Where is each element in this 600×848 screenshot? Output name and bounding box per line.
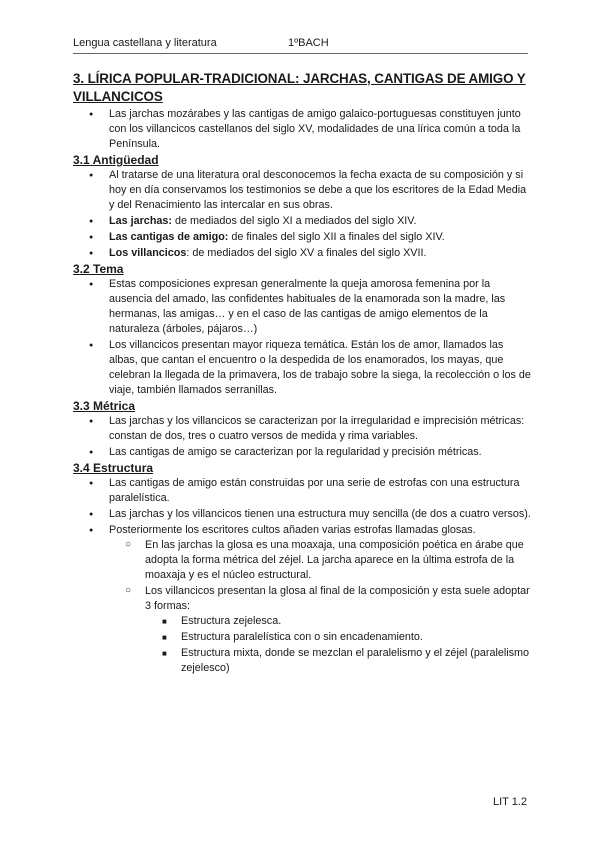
form-item: ■ Estructura paralelística con o sin encadenamiento.	[145, 630, 533, 645]
term-cantigas-text: de finales del siglo XII a finales del siglo XIV.	[228, 231, 445, 243]
term-cantigas: Las cantigas de amigo:	[109, 231, 229, 243]
estructura-list	[73, 476, 533, 676]
list-item	[73, 246, 533, 261]
page-header	[73, 37, 528, 54]
heading-estructura: 3.4 Estructura	[73, 461, 154, 475]
form-item: ■ Estructura zejelesca.	[145, 614, 533, 629]
list-item	[73, 523, 533, 676]
villancicos-glosa-text: Los villancicos presentan la glosa al final de la composición y esta suele adoptar 3 formas:	[145, 585, 530, 612]
term-jarchas: Las jarchas:	[109, 215, 173, 227]
metrica-list	[73, 414, 533, 460]
term-jarchas-text: de mediados del siglo XI a mediados del siglo XIV.	[172, 215, 417, 227]
header-subject: Lengua castellana y literatura	[73, 37, 217, 49]
document-body	[73, 70, 533, 677]
list-item: ● Estas composiciones expresan generalmente la queja amorosa femenina por la ausencia del amado, las confidentes habituales de la enamorada son la madre, las hermanas, las amigas… y en el caso de las cantigas de amigo elementos de la naturaleza (árboles, pájaros…)	[73, 277, 533, 337]
intro-list	[73, 107, 533, 152]
list-item: ● Las cantigas de amigo están construidas por una serie de estrofas con una estructura paralelística.	[73, 476, 533, 506]
glosas-sublist	[109, 538, 533, 676]
sublist-item: ○ En las jarchas la glosa es una moaxaja, una composición poética en árabe que adopta la forma métrica del zéjel. La jarcha aparece en la última estrofa de la moaxaja y es el núcleo estructural.	[109, 538, 533, 583]
list-item: ● Las jarchas mozárabes y las cantigas de amigo galaico-portuguesas constituyen junto con los villancicos castellanos del siglo XV, modalidades de una lírica común a toda la Península.	[73, 107, 533, 152]
form-item: ■ Estructura mixta, donde se mezclan el paralelismo y el zéjel (paralelismo zejelesco)	[145, 646, 533, 676]
list-item	[73, 230, 533, 245]
term-villancicos: Los villancicos	[109, 247, 187, 259]
tema-list	[73, 277, 533, 398]
page-footer: LIT 1.2	[492, 796, 527, 808]
antiguedad-list	[73, 168, 533, 261]
glosas-text: Posteriormente los escritores cultos añaden varias estrofas llamadas glosas.	[109, 524, 476, 536]
list-item: ● Las cantigas de amigo se caracterizan por la regularidad y precisión métricas.	[73, 445, 533, 460]
forms-list	[145, 614, 533, 676]
list-item: ● Los villancicos presentan mayor riqueza temática. Están los de amor, llamados las albas, que cantan el encuentro o la despedida de los enamorados, los mayas, que celebran la llegada de la primavera, los de trabajo sobre la siega, la recolección o los de viaje, también llamados serranillas.	[73, 338, 533, 398]
section-title: 3. LÍRICA POPULAR-TRADICIONAL: JARCHAS, CANTIGAS DE AMIGO Y VILLANCICOS	[73, 71, 526, 104]
header-course: 1ºBACH	[288, 37, 329, 49]
sublist-item	[109, 584, 533, 676]
list-item	[73, 214, 533, 229]
term-villancicos-text: : de mediados del siglo XV a finales del siglo XVII.	[186, 247, 427, 259]
heading-antiguedad: 3.1 Antigüedad	[73, 153, 159, 167]
list-item: ● Al tratarse de una literatura oral desconocemos la fecha exacta de su composición y si hoy en día conservamos los testimonios se debe a que los escritores de la Edad Media y del Renacimiento las intercalar en sus obras.	[73, 168, 533, 213]
list-item: ● Las jarchas y los villancicos tienen una estructura muy sencilla (de dos a cuatro versos).	[73, 507, 533, 522]
heading-metrica: 3.3 Métrica	[73, 399, 136, 413]
list-item: ● Las jarchas y los villancicos se caracterizan por la irregularidad e imprecisión métricas: constan de dos, tres o cuatro versos de medida y rima variables.	[73, 414, 533, 444]
heading-tema: 3.2 Tema	[73, 262, 124, 276]
